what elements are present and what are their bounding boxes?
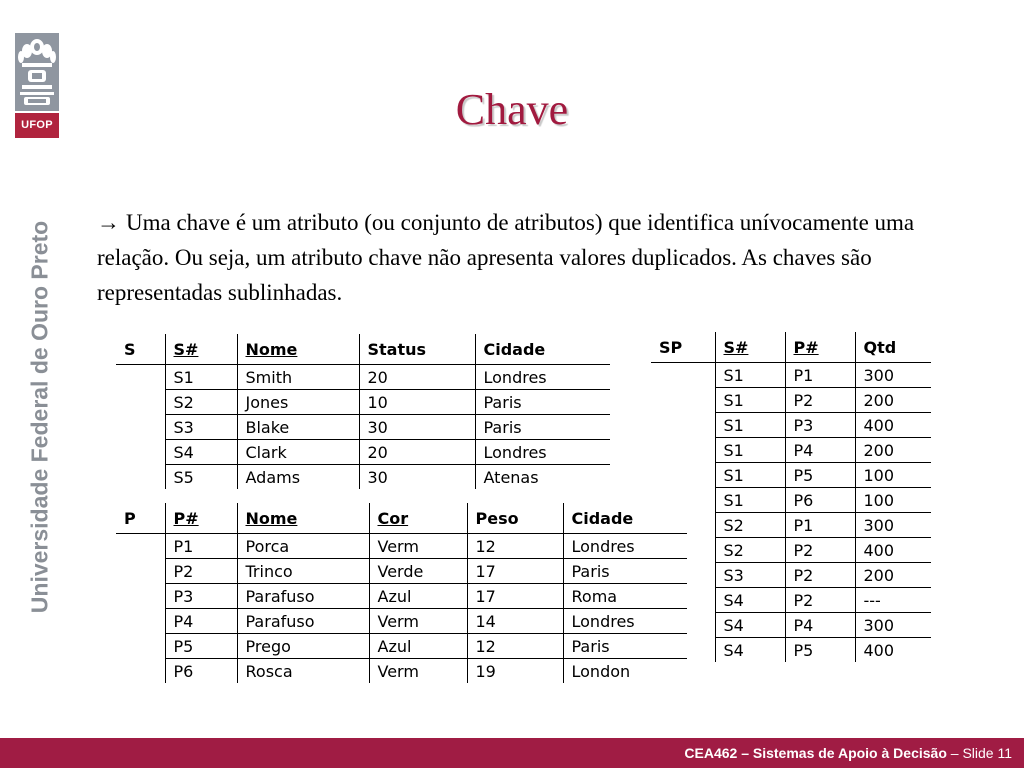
- column-header: Nome: [237, 503, 369, 534]
- table-cell: 200: [855, 563, 931, 588]
- table-cell: Parafuso: [237, 584, 369, 609]
- table-row: [116, 390, 610, 415]
- table-cell: 12: [467, 634, 563, 659]
- table-row: [651, 538, 931, 563]
- table-cell: 200: [855, 388, 931, 413]
- table-cell: Londres: [475, 440, 610, 465]
- table-row: [116, 609, 687, 634]
- table-cell: S1: [715, 388, 785, 413]
- table-cell: Londres: [563, 609, 687, 634]
- table-cell: P2: [785, 563, 855, 588]
- table-cell: Paris: [563, 559, 687, 584]
- relation-name: SP: [651, 332, 715, 363]
- table-cell: S3: [715, 563, 785, 588]
- table-cell: Paris: [563, 634, 687, 659]
- table-cell: Parafuso: [237, 609, 369, 634]
- table-cell: Smith: [237, 365, 359, 390]
- table-cell: S4: [715, 613, 785, 638]
- table-cell: 17: [467, 584, 563, 609]
- table-cell: 19: [467, 659, 563, 684]
- table-cell: P2: [785, 588, 855, 613]
- table-row: [116, 659, 687, 684]
- table-cell: P1: [785, 513, 855, 538]
- table-cell: 12: [467, 534, 563, 559]
- table-cell: S1: [715, 438, 785, 463]
- table-cell: P2: [785, 388, 855, 413]
- relation-name: P: [116, 503, 165, 534]
- table-cell: P3: [785, 413, 855, 438]
- table-cell: Blake: [237, 415, 359, 440]
- table-cell: S1: [715, 488, 785, 513]
- column-header: Qtd: [855, 332, 931, 363]
- table-cell: P4: [785, 438, 855, 463]
- table-cell: 200: [855, 438, 931, 463]
- table-cell: Adams: [237, 465, 359, 490]
- table-row: [651, 363, 931, 388]
- table-row: [116, 584, 687, 609]
- table-cell: 100: [855, 488, 931, 513]
- relation-name: S: [116, 334, 165, 365]
- table-header-row: [116, 334, 610, 365]
- table-cell: P2: [785, 538, 855, 563]
- table-cell: P5: [165, 634, 237, 659]
- table-cell: 30: [359, 465, 475, 490]
- table-cell: S1: [715, 413, 785, 438]
- column-header: Cor: [369, 503, 467, 534]
- table-s: [116, 334, 610, 489]
- slide-title: Chave: [455, 85, 569, 134]
- table-row: [651, 488, 931, 513]
- table-cell: Verm: [369, 534, 467, 559]
- table-cell: S1: [715, 463, 785, 488]
- table-cell: 300: [855, 613, 931, 638]
- table-cell: S3: [165, 415, 237, 440]
- table-cell: S2: [715, 513, 785, 538]
- table-cell: 400: [855, 638, 931, 663]
- table-cell: S1: [715, 363, 785, 388]
- table-cell: 20: [359, 365, 475, 390]
- column-header: Cidade: [563, 503, 687, 534]
- table-row: [116, 465, 610, 490]
- table-row: [651, 388, 931, 413]
- table-row: [116, 559, 687, 584]
- body-paragraph: [97, 205, 917, 310]
- column-header: S#: [165, 334, 237, 365]
- table-cell: 20: [359, 440, 475, 465]
- table-cell: P5: [785, 638, 855, 663]
- table-cell: P1: [165, 534, 237, 559]
- table-row: [116, 634, 687, 659]
- table-cell: Azul: [369, 634, 467, 659]
- arrow-icon: →: [97, 210, 120, 235]
- table-cell: London: [563, 659, 687, 684]
- table-row: [116, 440, 610, 465]
- column-header: Nome: [237, 334, 359, 365]
- table-cell: Porca: [237, 534, 369, 559]
- slide-number: – Slide 11: [950, 745, 1012, 761]
- table-cell: S1: [165, 365, 237, 390]
- table-cell: Atenas: [475, 465, 610, 490]
- footer-text: [684, 738, 1012, 768]
- table-cell: 17: [467, 559, 563, 584]
- table-row: [116, 534, 687, 559]
- table-cell: Verm: [369, 659, 467, 684]
- column-header: Cidade: [475, 334, 610, 365]
- table-row: [651, 463, 931, 488]
- table-cell: Prego: [237, 634, 369, 659]
- table-cell: S2: [165, 390, 237, 415]
- table-cell: P4: [785, 613, 855, 638]
- table-sp: [651, 332, 931, 662]
- table-cell: 300: [855, 513, 931, 538]
- table-cell: 100: [855, 463, 931, 488]
- table-cell: Londres: [475, 365, 610, 390]
- table-row: [651, 513, 931, 538]
- table-cell: S2: [715, 538, 785, 563]
- table-cell: Londres: [563, 534, 687, 559]
- table-cell: Paris: [475, 390, 610, 415]
- table-cell: Trinco: [237, 559, 369, 584]
- table-header-row: [651, 332, 931, 363]
- table-cell: P5: [785, 463, 855, 488]
- table-row: [651, 413, 931, 438]
- table-row: [651, 438, 931, 463]
- column-header: Peso: [467, 503, 563, 534]
- table-cell: S5: [165, 465, 237, 490]
- table-cell: Azul: [369, 584, 467, 609]
- table-cell: S4: [715, 638, 785, 663]
- table-row: [116, 365, 610, 390]
- table-cell: 300: [855, 363, 931, 388]
- course-title: CEA462 – Sistemas de Apoio à Decisão: [684, 745, 947, 761]
- column-header: P#: [165, 503, 237, 534]
- table-cell: 400: [855, 538, 931, 563]
- table-row: [651, 613, 931, 638]
- table-cell: S4: [715, 588, 785, 613]
- footer-bar: [0, 738, 1024, 768]
- table-cell: Clark: [237, 440, 359, 465]
- table-cell: 30: [359, 415, 475, 440]
- column-header: S#: [715, 332, 785, 363]
- table-cell: Jones: [237, 390, 359, 415]
- table-cell: Rosca: [237, 659, 369, 684]
- table-cell: P4: [165, 609, 237, 634]
- logo-label: UFOP: [15, 113, 59, 138]
- table-row: [651, 638, 931, 663]
- column-header: Status: [359, 334, 475, 365]
- university-name: Universidade Federal de Ouro Preto: [26, 220, 53, 614]
- table-cell: P1: [785, 363, 855, 388]
- table-cell: 400: [855, 413, 931, 438]
- table-p: [116, 503, 687, 683]
- table-cell: Paris: [475, 415, 610, 440]
- table-cell: Roma: [563, 584, 687, 609]
- table-header-row: [116, 503, 687, 534]
- table-cell: Verm: [369, 609, 467, 634]
- table-cell: Verde: [369, 559, 467, 584]
- table-cell: P6: [165, 659, 237, 684]
- column-header: P#: [785, 332, 855, 363]
- table-cell: 10: [359, 390, 475, 415]
- table-cell: 14: [467, 609, 563, 634]
- table-row: [651, 588, 931, 613]
- table-cell: S4: [165, 440, 237, 465]
- table-row: [651, 563, 931, 588]
- table-cell: P6: [785, 488, 855, 513]
- table-cell: P3: [165, 584, 237, 609]
- table-cell: P2: [165, 559, 237, 584]
- table-cell: ---: [855, 588, 931, 613]
- table-row: [116, 415, 610, 440]
- body-text: Uma chave é um atributo (ou conjunto de atributos) que identifica unívocamente uma relação. Ou seja, um atributo chave não apresenta valores duplicados. As chaves são representadas sublinhadas.: [97, 210, 915, 305]
